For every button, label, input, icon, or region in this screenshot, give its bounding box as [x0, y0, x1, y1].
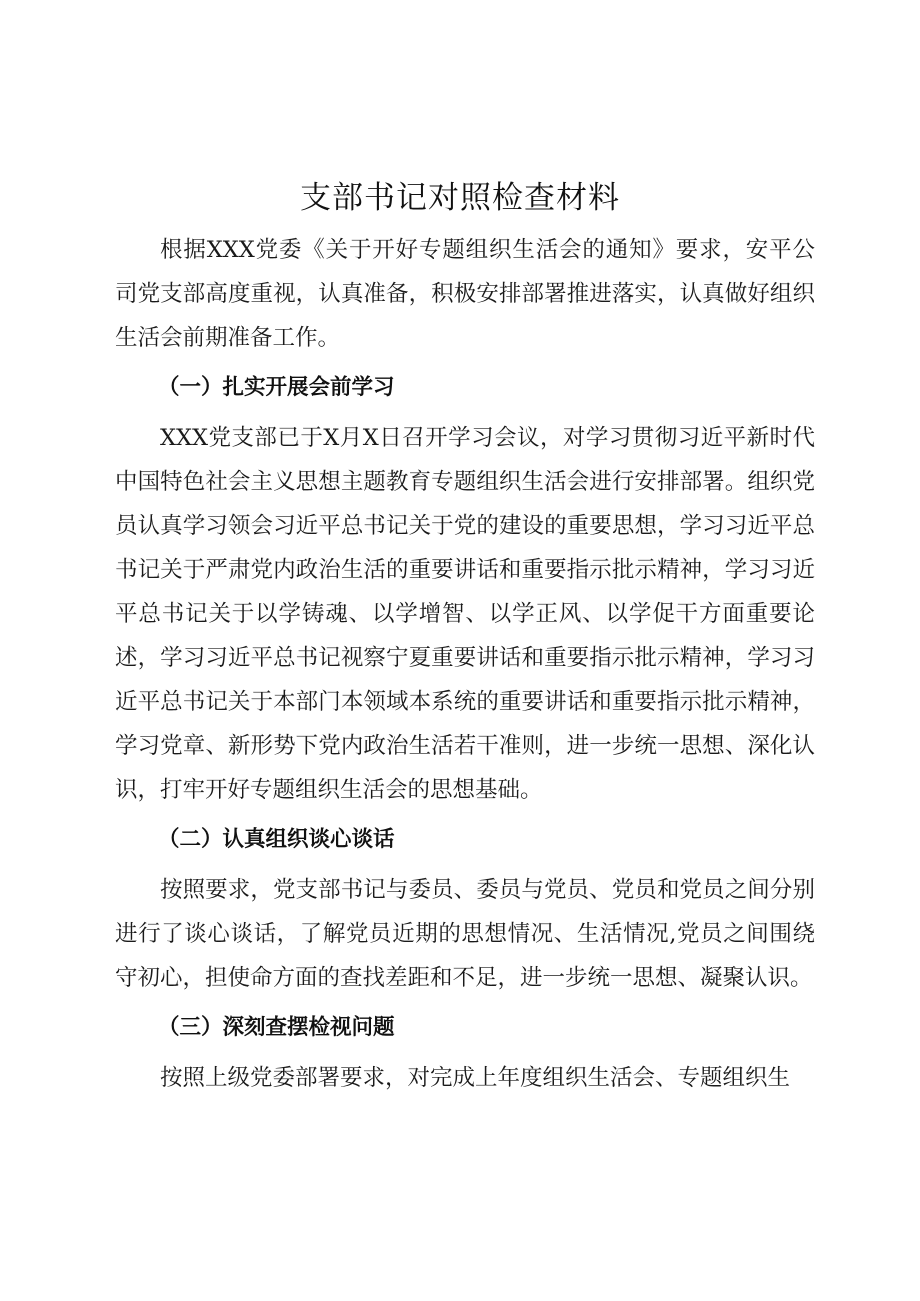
section-heading-3: （三）深刻查摆检视问题	[158, 1015, 395, 1040]
document-body	[115, 228, 815, 1100]
document-title: 支部书记对照检查材料	[300, 180, 620, 216]
section-paragraph-2: 按照要求，党支部书记与委员、委员与党员、党员和党员之间分别进行了谈心谈话，了解党员近期的思想情况、生活情况,党员之间围绕守初心，担使命方面的查找差距和不足，进一步统一思想、凝聚认识。	[115, 877, 815, 991]
intro-paragraph: 根据XXX党委《关于开好专题组织生活会的通知》要求，安平公司党支部高度重视，认真准备，积极安排部署推进落实，认真做好组织生活会前期准备工作。	[115, 237, 815, 351]
section-heading-2: （二）认真组织谈心谈话	[158, 827, 395, 852]
section-heading-1: （一）扎实开展会前学习	[158, 375, 395, 400]
section-paragraph-3: 按照上级党委部署要求，对完成上年度组织生活会、专题组织生	[160, 1065, 791, 1091]
section-paragraph-1: XXX党支部已于X月X日召开学习会议，对学习贯彻习近平新时代中国特色社会主义思想主题教育专题组织生活会进行安排部署。组织党员认真学习领会习近平总书记关于党的建设的重要思想，学习习近平总书记关于严肃党内政治生活的重要讲话和重要指示批示精神，学习习近平总书记关于以学铸魂、以学增智、以学正风、以学促干方面重要论述，学习习近平总书记视察宁夏重要讲话和重要指示批示精神，学习习近平总书记关于本部门本领域本系统的重要讲话和重要指示批示精神，学习党章、新形势下党内政治生活若干准则，进一步统一思想、深化认识，打牢开好专题组织生活会的思想基础。	[115, 425, 815, 803]
